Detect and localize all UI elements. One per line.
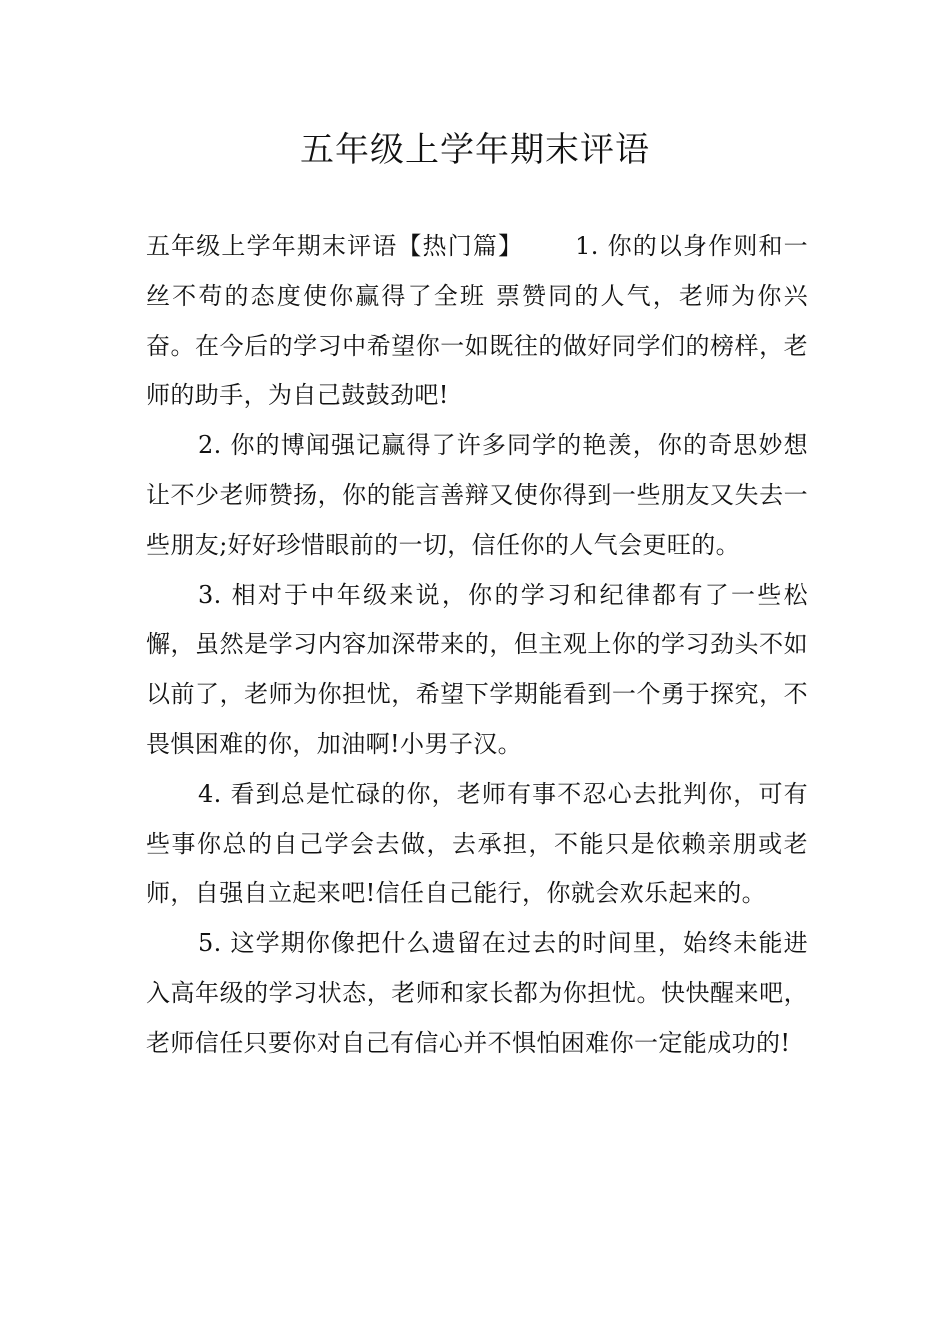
intro-label: 五年级上学年期末评语【热门篇】	[146, 232, 524, 260]
paragraph-1-text: 1. 你的以身作则和一丝不苟的态度使你赢得了全班 票赞同的人气，老师为你兴奋。在今后的学习中希望你一如既往的做好同学们的榜样，老师的助手，为自己鼓鼓劲吧!	[146, 232, 809, 410]
paragraph-1	[146, 222, 808, 421]
document-title: 五年级上学年期末评语	[300, 130, 650, 170]
paragraph-3: 3. 相对于中年级来说，你的学习和纪律都有了一些松懈，虽然是学习内容加深带来的，但主观上你的学习劲头不如以前了，老师为你担忧，希望下学期能看到一个勇于探究，不畏惧困难的你，加油啊!小男子汉。	[146, 580, 808, 758]
paragraph-5: 5. 这学期你像把什么遗留在过去的时间里，始终未能进入高年级的学习状态，老师和家长都为你担忧。快快醒来吧，老师信任只要你对自己有信心并不惧怕困难你一定能成功的!	[146, 929, 808, 1057]
paragraph-2: 2. 你的博闻强记赢得了许多同学的艳羡，你的奇思妙想让不少老师赞扬，你的能言善辩又使你得到一些朋友又失去一些朋友;好好珍惜眼前的一切，信任你的人气会更旺的。	[146, 431, 808, 559]
paragraph-4: 4. 看到总是忙碌的你，老师有事不忍心去批判你，可有些事你总的自己学会去做，去承担，不能只是依赖亲朋或老师，自强自立起来吧!信任自己能行，你就会欢乐起来的。	[146, 779, 808, 908]
document-body	[146, 222, 808, 1069]
